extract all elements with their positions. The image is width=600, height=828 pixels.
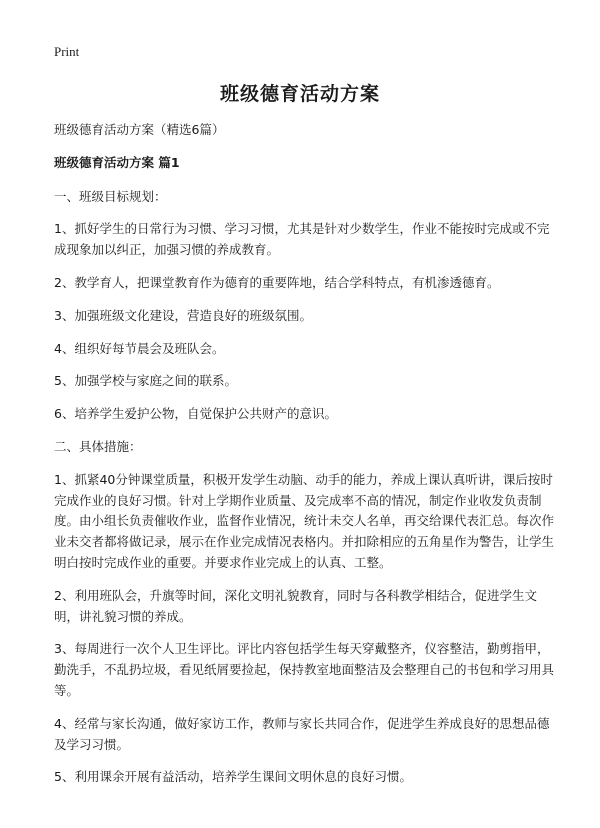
part1-item: 4、组织好每节晨会及班队会。	[54, 340, 225, 356]
document-subtitle: 班级德育活动方案（精选6篇）	[54, 122, 225, 137]
part1-item: 2、教学育人，把课堂教育作为德育的重要阵地，结合学科特点，有机渗透德育。	[54, 274, 500, 290]
part2-item: 1、抓紧40分钟课堂质量，积极开发学生动脑、动手的能力，养成上课认真听讲，课后按时完成作业的良好习惯。针对上学期作业质量、及完成率不高的情况，制定作业收发负责制度。由小组长负责催收作业，监督作业情况，统计未交人名单，再交给课代表汇总。每次作业未交者都将做记录，展示在作业完成情况表格内。并扣除相应的五角星作为警告，让学生明白按时完成作业的重要。并要求作业完成上的认真、工整。	[54, 471, 555, 570]
print-label: Print	[54, 44, 80, 59]
part1-item: 6、培养学生爱护公物，自觉保护公共财产的意识。	[54, 406, 337, 422]
part2-item: 3、每周进行一次个人卫生评比。评比内容包括学生每天穿戴整齐，仪容整洁，勤剪指甲，勤洗手，不乱扔垃圾，看见纸屑要捡起，保持教室地面整洁及会整理自己的书包和学习用具等。	[54, 641, 555, 698]
part1-item: 1、抓好学生的日常行为习惯、学习习惯，尤其是针对少数学生，作业不能按时完成或不完成现象加以纠正，加强习惯的养成教育。	[54, 221, 550, 258]
part2-heading: 二、具体措施：	[54, 438, 142, 454]
part2-item: 2、利用班队会，升旗等时间，深化文明礼貌教育，同时与各科教学相结合，促进学生文明，讲礼貌习惯的养成。	[54, 587, 537, 624]
section-title: 班级德育活动方案 篇1	[54, 154, 180, 170]
document-title: 班级德育活动方案	[219, 83, 380, 105]
part1-heading: 一、班级目标规划：	[54, 188, 167, 204]
part1-item: 3、加强班级文化建设，营造良好的班级氛围。	[54, 307, 312, 323]
document-body	[54, 120, 554, 800]
part1-item: 5、加强学校与家庭之间的联系。	[54, 373, 237, 389]
part2-item: 4、经常与家长沟通，做好家访工作，教师与家长共同合作，促进学生养成良好的思想品德及学习习惯。	[54, 715, 550, 752]
part2-item: 5、利用课余开展有益活动，培养学生课间文明休息的良好习惯。	[54, 769, 412, 785]
